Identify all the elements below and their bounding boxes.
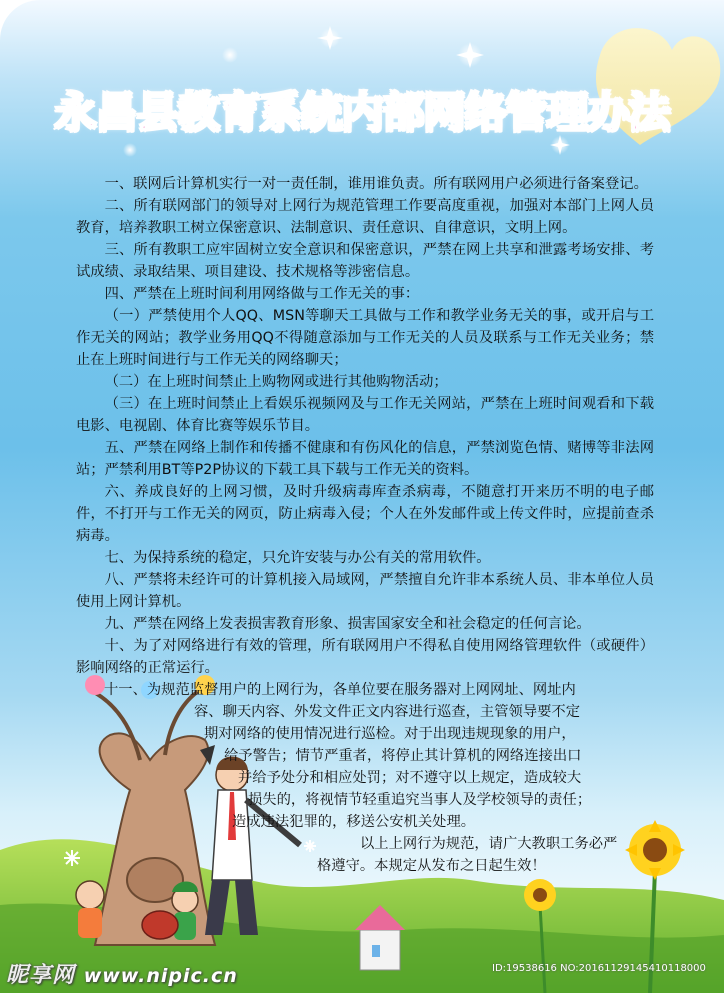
paragraph-6: 六、养成良好的上网习惯，及时升级病毒库查杀病毒，不随意打开来历不明的电子邮件，不打开与工作无关的网页，防止病毒入侵；个人在外发邮件或上传文件时，应提前查杀病毒。 <box>76 484 654 544</box>
watermark-id: ID:19538616 NO:20161129145410118000 <box>492 963 706 974</box>
paragraph-8: 八、严禁将未经许可的计算机接入局域网，严禁擅自允许非本系统人员、非本单位人员使用上网计算机。 <box>76 572 654 610</box>
paragraph-11 <box>76 679 654 833</box>
watermark-logo-text: 昵享网 <box>6 963 76 988</box>
closing-line: 格遵守。本规定从发布之日起生效！ <box>317 858 546 874</box>
regulation-body <box>76 173 654 877</box>
paragraph-7: 七、为保持系统的稳定，只允许安装与办公有关的常用软件。 <box>104 550 491 566</box>
watermark-site: www.nipic.cn <box>83 965 238 987</box>
paragraph-4-item-3: （三）在上班时间禁止上看娱乐视频网及与工作无关网站，严禁在上班时间观看和下载电影、电视剧、体育比赛等娱乐节目。 <box>76 396 654 434</box>
watermark-logo <box>6 958 238 989</box>
paragraph-3: 三、所有教职工应牢固树立安全意识和保密意识，严禁在网上共享和泄露考场安排、考试成绩、录取结果、项目建设、技术规格等涉密信息。 <box>76 242 654 280</box>
paragraph-11-line: 给予警告；情节严重者，将停止其计算机的网络连接出口 <box>224 748 582 764</box>
paragraph-4: 四、严禁在上班时间利用网络做与工作无关的事： <box>104 286 420 302</box>
paragraph-1: 一、联网后计算机实行一对一责任制，谁用谁负责。所有联网用户必须进行备案登记。 <box>104 176 648 192</box>
paragraph-11-line: 并给予处分和相应处罚；对不遵守以上规定，造成较大 <box>238 770 582 786</box>
paragraph-10: 十、为了对网络进行有效的管理，所有联网用户不得私自使用网络管理软件（或硬件）影响网络的正常运行。 <box>76 638 654 676</box>
paragraph-5: 五、严禁在网络上制作和传播不健康和有伤风化的信息，严禁浏览色情、赌博等非法网站；严禁利用BT等P2P协议的下载工具下载与工作无关的资料。 <box>76 440 654 478</box>
paragraph-11-line: 期对网络的使用情况进行巡检。对于出现违规现象的用户， <box>204 726 576 742</box>
closing-statement <box>76 833 654 877</box>
closing-line: 以上上网行为规范，请广大教职工务必严 <box>360 836 618 852</box>
paragraph-11-line: 容、聊天内容、外发文件正文内容进行巡查，主管领导要不定 <box>194 704 581 720</box>
paragraph-11-line: 造成违法犯罪的，移送公安机关处理。 <box>232 814 476 830</box>
paragraph-2: 二、所有联网部门的领导对上网行为规范管理工作要高度重视，加强对本部门上网人员教育，培养教职工树立保密意识、法制意识、责任意识、自律意识，文明上网。 <box>76 198 654 236</box>
paragraph-4-item-1: （一）严禁使用个人QQ、MSN等聊天工具做与工作和教学业务无关的事，或开启与工作无关的网站；教学业务用QQ不得随意添加与工作无关的人员及联系与工作无关业务；禁止在上班时间进行与工作无关的网络聊天； <box>76 308 654 368</box>
paragraph-11-line: 十一、为规范监督用户的上网行为，各单位要在服务器对上网网址、网址内 <box>104 682 576 698</box>
paragraph-11-line: 损失的，将视情节轻重追究当事人及学校领导的责任； <box>248 792 592 808</box>
paragraph-4-item-2: （二）在上班时间禁止上购物网或进行其他购物活动； <box>104 374 448 390</box>
paragraph-9: 九、严禁在网络上发表损害教育形象、损害国家安全和社会稳定的任何言论。 <box>104 616 591 632</box>
page-title: 永昌县教育系统内部网络管理办法 <box>54 88 670 137</box>
